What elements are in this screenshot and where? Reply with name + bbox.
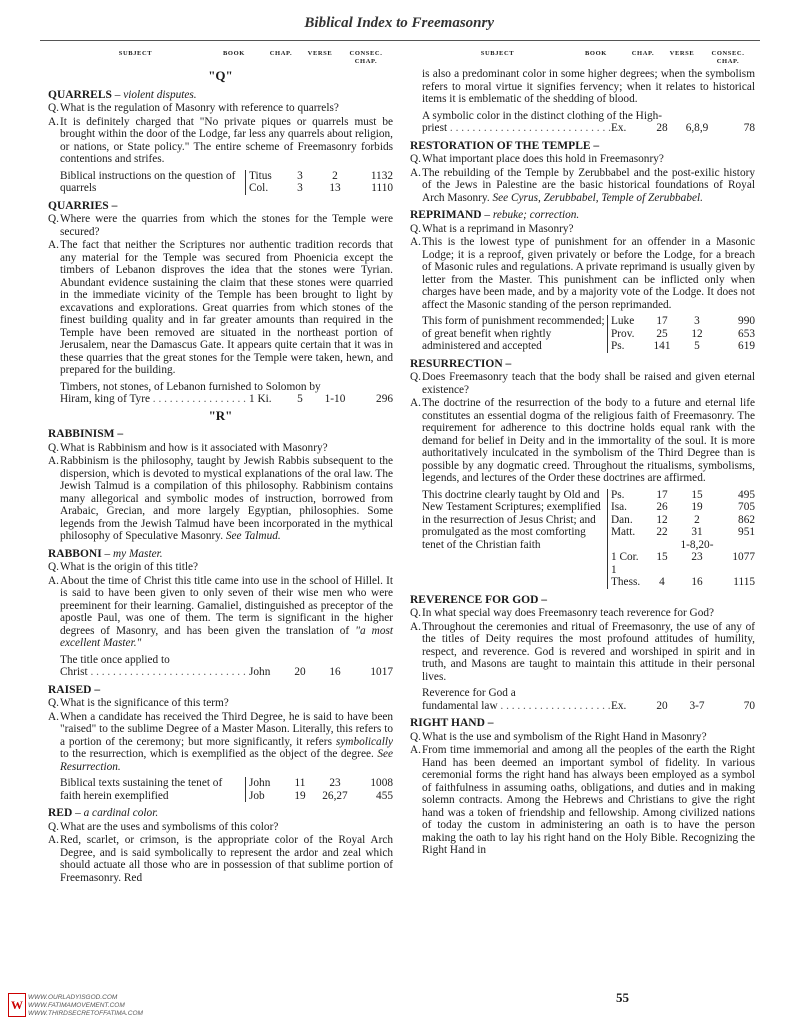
entry-term: QUARRIES – [48,199,118,212]
answer: A. About the time of Christ this title came into use in the school of Hillel. It is said to have been given to only seven of their wise men who were preeminent for their learning. Gamaliel, distinguished as preceptor of the apostle Paul, was one of them. The term is significant in the higher degrees of Masonry, and has been given the translation of "a most excellent Master." [48,574,394,649]
page-header [0,0,800,40]
entry-term: RESTORATION OF THE TEMPLE – [410,139,600,152]
letter-heading-q: "Q" [208,68,233,83]
question: Q. What is Rabbinism and how is it associated with Masonry? [48,441,328,454]
entry-red [48,807,393,884]
entry-resurrection [410,358,755,589]
question: Q. What important place does this hold in Freemasonry? [410,153,664,165]
question: Q. What are the uses and symbolisms of this color? [48,820,279,833]
site-logo-icon: W [8,993,26,1017]
footer-link[interactable]: WWW.THIRDSECRETOFFATIMA.COM [28,1010,143,1017]
entry-restoration [410,140,755,205]
see-also: See Talmud. [225,530,281,542]
verse-header: VERSE [669,50,695,57]
answer: A. Throughout the ceremonies and ritual of Freemasonry, the use of any of the titles of Deity requires the most profound attitudes of humility, respect, and reverence. God is revered and worshiped in spirit and in truth, and Masons are taught to maintain this attitude in their personal lives. [410,620,755,683]
answer: A. Red, scarlet, or crimson, is the appropriate color of the Royal Arch Degree, and is said symbolically to represent the ardor and zeal which should actuate all those who are in possession of that sublime portion of Freemasonry. Red [48,834,393,884]
question: Q. What is the significance of this term? [48,697,229,709]
consec-header: CONSEC. CHAP. [711,50,745,65]
entry-term: RED [48,807,73,819]
header-rule [40,40,760,41]
column-headers [410,50,755,66]
entry-subtitle: – my Master. [104,547,163,560]
page-title: Biblical Index to Freemasonry [304,15,494,31]
scripture-reference: This doctrine clearly taught by Old and New Testament Scriptures; exemplified in the resurrection of Jesus Christ; and promulgated as the most comforting tenet of the Christian faith Ps. 17 15 495 Isa. 26 19 705 Dan. 12 2 862 Matt. 22 31 951 1 Cor. 15 1-8,20-23 1077 1 Thess. 4 16 1115 [422,488,755,588]
answer: A. From time immemorial and among all the peoples of the earth the Right Hand has been deemed an important symbol of fidelity. In various ceremonial forms the right hand has always been employed as a symbol of faithfulness in assuming oaths, obligations, and duties and in making solemn contracts. Among the Hebrews and Christians to give the right hand was a token of friendship and fellowship. Among civilized nations of today the custom in administering an oath is to have the person making the oath to lay his right hand on the Holy Bible. Recognizing the Right Hand in [410,744,755,856]
entry-term: RIGHT HAND – [410,717,494,729]
scripture-reference: This form of punishment recommended; of great benefit when rightly administered and accepted Luke 17 3 990 Prov. 25 12 653 Ps. 141 5 619 [422,315,755,352]
entry-subtitle: – rebuke; correction. [484,209,580,221]
left-column [48,50,393,884]
scripture-reference: Biblical texts sustaining the tenet of faith herein exemplified John 11 23 1008 Job 19 26,27 455 [60,777,393,802]
entry-term: REVERENCE FOR GOD – [410,593,548,606]
entry-term: RESURRECTION – [410,357,512,370]
chap-header: CHAP. [269,50,293,57]
entry-term: RAISED – [48,683,101,696]
entry-rabbinism [48,428,393,543]
consec-header: CONSEC. CHAP. [349,50,383,65]
scripture-reference: Reverence for God a fundamental law . . . Ex. 20 3-7 70 [422,687,755,712]
scripture-reference: Biblical instructions on the question of quarrels Titus 3 2 1132 Col. 3 13 1110 [60,169,393,194]
answer: A. The rebuilding of the Temple by Zerubbabel and the post-exilic history of the Jews in Palestine are the basic historical foundations of Royal Arch Masonry. See Cyrus, Zerubbabel, Temple of Zerubbabel. [410,166,755,204]
entry-rabboni [48,548,393,679]
footer-links [28,994,143,1018]
answer: A. This is the lowest type of punishment for an offender in a Masonic Lodge; it is a reproof, given privately or before the Lodge, for a breach of Masonic rules and regulations. A private reprimand is usually given by letter from the Master. This punishment can be inflicted only when charges have been made, and by a majority vote of the Lodge. It does not affect the Masonic standing of the person reprimanded. [410,236,755,311]
letter-heading-r: "R" [208,407,233,423]
answer: A. The doctrine of the resurrection of the body to a future and eternal life constitutes an essential dogma of the religious faith of Freemasonry. The requirement for adherence to this doctrine holds equal rank with the demand for belief in Deity and in the immortality of the soul. It is more authoritatively inculcated in the symbolism of the Third Degree than is possible by any dogmatic creed. Throughout the ritualisms, symbolisms, legends, and lectures of the Order these doctrines are affirmed. [410,397,755,484]
entry-subtitle: – violent disputes. [114,88,197,101]
question: Q. What is the regulation of Masonry with reference to quarrels? [48,102,339,114]
entry-term: RABBINISM – [48,428,124,440]
see-also: See Resurrection. [60,748,393,773]
question: Q. Where were the quarries from which the stones for the Temple were secured? [48,213,393,238]
question: Q. In what special way does Freemasonry teach reverence for God? [410,607,715,619]
answer: A. Rabbinism is the philosophy, taught by Jewish Rabbis subsequent to the dispersion, which is devoted to mystical explanations of the oral law. The Jewish Talmud is a compilation of this philosophy. Rabbinism contains many allegorical and symbolic modes of instruction, borrowed from Arabaic, Grecian, and more largely Egyptian, philosophies. Some legends from the Jewish Talmud have been incorporated in the mythical philosophy of Speculative Masonry. See Talmud. [48,455,393,542]
entry-subtitle: – a cardinal color. [75,807,159,819]
question: Q. What is the origin of this title? [48,561,199,573]
entry-reprimand [410,209,755,353]
answer: A. It is definitely charged that "No private piques or quarrels must be brought within the door of the Lodge, far less any quarrels about religion, or nations, or State policy." The entire scheme of Freemasonry forbids contentions and strifes. [48,115,393,165]
entry-right-hand [410,717,755,857]
footer-link[interactable]: WWW.FATIMAMOVEMENT.COM [28,1002,125,1009]
see-also: See Cyrus, Zerubbabel, Temple of Zerubbabel. [492,191,703,204]
entry-red-continued [410,68,755,135]
entry-reverence [410,594,755,713]
right-column [410,50,755,857]
chap-header: CHAP. [631,50,655,57]
book-header: BOOK [223,50,245,57]
answer: A. When a candidate has received the Third Degree, he is said to have been "raised" to the sublime Degree of a Master Mason. Literally, this refers to a portion of the ceremony; but more significantly, it refers symbolically to the resurrection, which is exemplified as the object of the degree. See Resurrection. [48,710,393,773]
question: Q. What is a reprimand in Masonry? [410,222,574,235]
book-header: BOOK [585,50,607,57]
verse-header: VERSE [307,50,333,57]
subject-header: SUBJECT [480,50,515,57]
subject-header: SUBJECT [118,50,153,57]
entry-quarrels [48,89,393,195]
question: Q. What is the use and symbolism of the Right Hand in Masonry? [410,730,707,743]
entry-raised [48,684,393,803]
answer-continued: is also a predominant color in some higher degrees; when the symbolism refers to moral virtue it signifies fervency; when it relates to historical items it is emblematic of the shedding of blood. [422,68,755,105]
entry-term: RABBONI [48,547,102,560]
column-headers [48,50,393,66]
footer-link[interactable]: WWW.OURLADYISGOD.COM [28,994,118,1001]
answer: A. The fact that neither the Scriptures nor authentic tradition records that any material for the Temple was secured from Phoenicia except the timbers of Lebanon disproves the idea that the stones were Tyrian. Abundant evidence sustaining the claim that these stones were quarried in the immediate vicinity of the Temple has been brought to light by excavations and explorations. Great quarries from which stones of the finest building quality and in far greater amounts than required in the Temple have been removed are situated in the northeast portion of Jerusalem, near the Damascus Gate. It appears quite certain that it was in these quarries that the great stones for the Temple were taken, hewn, and prepared for the building. [48,239,393,376]
entry-term: QUARRELS [48,88,112,101]
page-number: 55 [616,990,629,1005]
scripture-reference: The title once applied to Christ . . . John 20 16 1017 [60,654,393,679]
question: Q. Does Freemasonry teach that the body shall be raised and given eternal existence? [410,371,755,396]
entry-term: REPRIMAND [410,209,482,221]
scripture-reference: Timbers, not stones, of Lebanon furnished to Solomon by Hiram, king of Tyre . . . 1 Ki. 5 1-10 296 [60,381,393,406]
scripture-reference: A symbolic color in the distinct clothing of the High- priest . . . Ex. 28 6,8,9 78 [422,110,755,135]
entry-quarries [48,200,393,406]
